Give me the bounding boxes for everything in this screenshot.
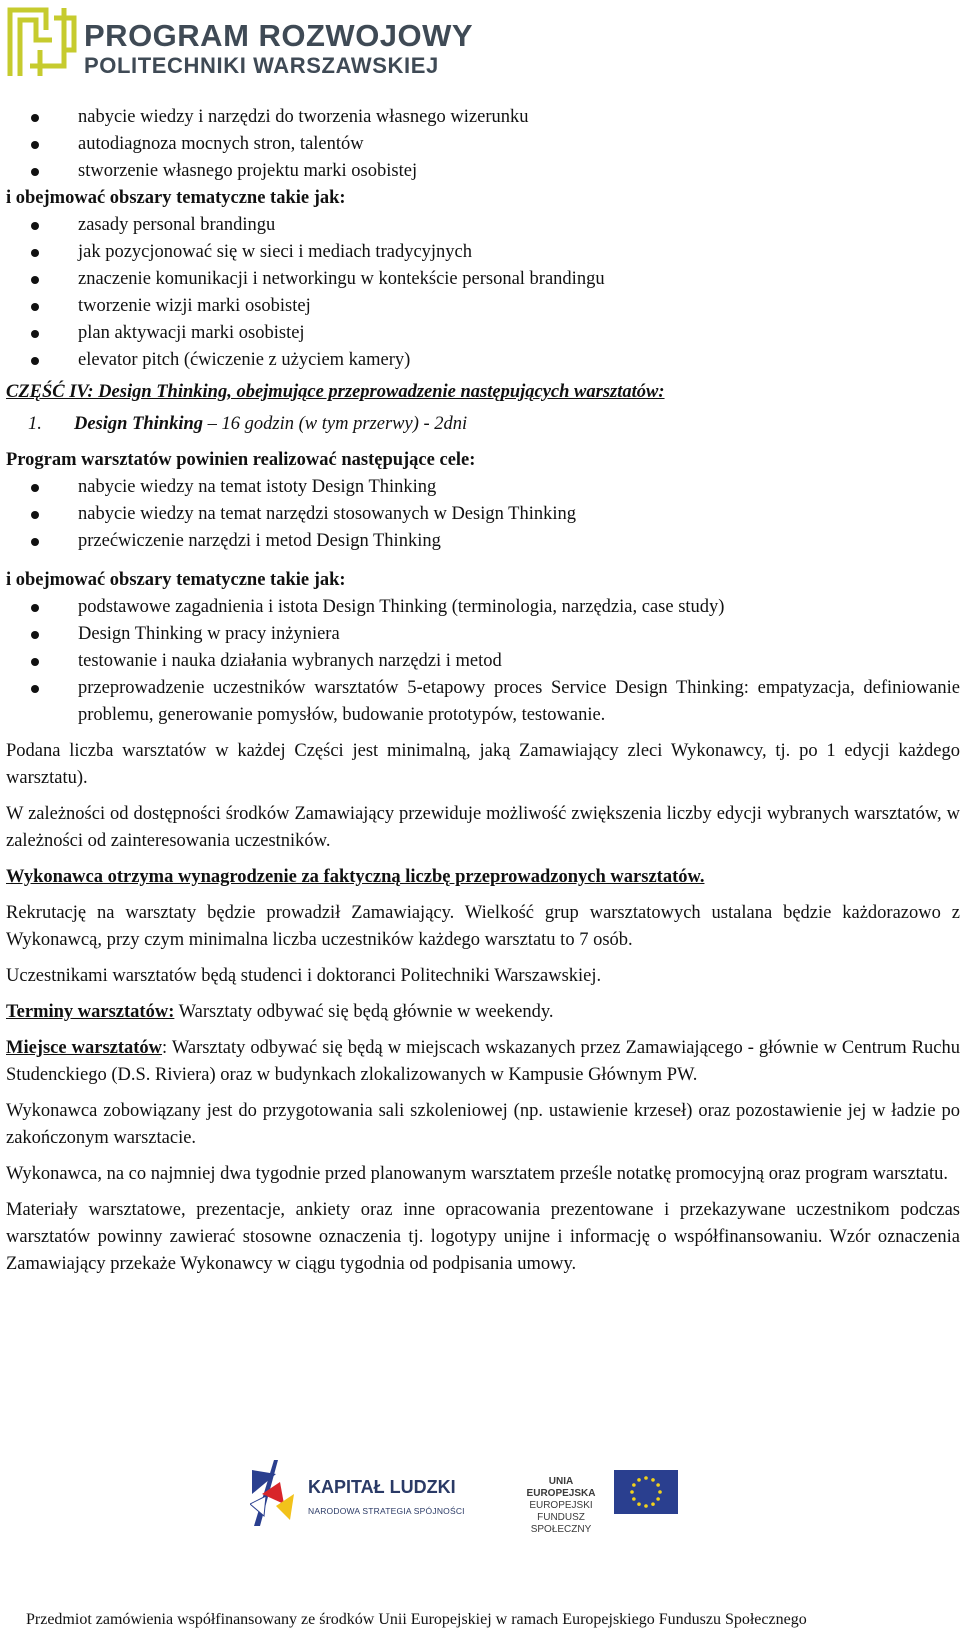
eu-star: [630, 1490, 634, 1494]
program-logo: [6, 4, 474, 84]
document-body: [6, 104, 960, 1278]
eu-star: [656, 1483, 660, 1487]
goals-heading: Program warsztatów powinien realizować następujące cele:: [6, 450, 476, 470]
kapital-ludzki-subtitle: NARODOWA STRATEGIA SPÓJNOŚCI: [308, 1506, 465, 1516]
list-item: nabycie wiedzy na temat narzędzi stosowanych w Design Thinking: [6, 501, 960, 528]
paragraph-min-count: Podana liczba warsztatów w każdej Części jest minimalną, jaką Zamawiający zleci Wykonawcy, tj. po 1 edycji każdego warsztatu).: [6, 741, 960, 788]
eu-text: [514, 1476, 608, 1536]
logo-subtitle: POLITECHNIKI WARSZAWSKIEJ: [84, 53, 439, 78]
eu-flag-icon: [614, 1470, 678, 1514]
eu-line-1: UNIA EUROPEJSKA: [526, 1476, 596, 1499]
paragraph-funding: W zależności od dostępności środków Zamawiający przewiduje możliwość zwiększenia liczby edycji wybranych warsztatów, w zależności od zainteresowania uczestników.: [6, 804, 960, 851]
eu-star: [656, 1497, 660, 1501]
list-item: podstawowe zagadnienia i istota Design Thinking (terminologia, narzędzia, case study): [6, 594, 960, 621]
kapital-ludzki-icon: [250, 1460, 298, 1526]
footer-cofinancing-note: Przedmiot zamówienia współfinansowany ze środków Unii Europejskiej w ramach Europejskiego Funduszu Społecznego: [26, 1611, 807, 1628]
part4-title: CZĘŚĆ IV: Design Thinking, obejmujące przeprowadzenie następujących warsztatów:: [6, 382, 665, 402]
paragraph-dates: [6, 999, 960, 1026]
paragraph-location: [6, 1035, 960, 1089]
list-item: przeprowadzenie uczestników warsztatów 5-etapowy proces Service Design Thinking: empatyzacja, definiowanie problemu, generowanie pomysłów, budowanie prototypów, testowanie.: [6, 675, 960, 729]
paragraph-room: Wykonawca zobowiązany jest do przygotowania sali szkoleniowej (np. ustawienie krzeseł) oraz pozostawienie jej w ładzie po zakończonym warsztacie.: [6, 1101, 960, 1148]
location-label: Miejsce warsztatów: [6, 1038, 163, 1058]
list-item: zasady personal brandingu: [6, 212, 960, 239]
paragraph-materials: Materiały warsztatowe, prezentacje, ankiety oraz inne opracowania prezentowane i przekazywane uczestnikom podczas warsztatów powinny zawierać stosowne oznaczenia tj. logotypy unijne i informację o współfinansowaniu. Wzór oznaczenia Zamawiający przekaże Wykonawcy w ciągu tygodnia od podpisania umowy.: [6, 1200, 960, 1274]
list-item: jak pozycjonować się w sieci i mediach tradycyjnych: [6, 239, 960, 266]
eu-star: [644, 1476, 648, 1480]
paragraph-payment: Wykonawca otrzyma wynagrodzenie za faktyczną liczbę przeprowadzonych warsztatów.: [6, 867, 705, 887]
list-item: Design Thinking w pracy inżyniera: [6, 621, 960, 648]
workshop-entry: [6, 411, 960, 438]
location-text: : Warsztaty odbywać się będą w miejscach wskazanych przez Zamawiającego - głównie w Centrum Ruchu Studenckiego (D.S. Riviera) oraz w budynkach zlokalizowanych w Kampusie Głównym PW.: [6, 1038, 960, 1085]
list-item: znaczenie komunikacji i networkingu w kontekście personal brandingu: [6, 266, 960, 293]
workshop-details: – 16 godzin (w tym przerwy) - 2dni: [207, 414, 468, 434]
footer-logos: [250, 1460, 730, 1540]
eu-star: [658, 1490, 662, 1494]
logo-title: PROGRAM ROZWOJOWY: [84, 18, 474, 53]
workshop-number: 1.: [28, 414, 42, 434]
paragraph-recruitment: Rekrutację na warsztaty będzie prowadził Zamawiający. Wielkość grup warsztatowych ustalana będzie każdorazowo z Wykonawcą, przy czym minimalna liczba uczestników każdego warsztatu to 7 osób.: [6, 903, 960, 950]
eu-star: [637, 1478, 641, 1482]
list-item: nabycie wiedzy i narzędzi do tworzenia własnego wizerunku: [6, 104, 960, 131]
list-item: elevator pitch (ćwiczenie z użyciem kamery): [6, 347, 960, 374]
eu-star: [651, 1478, 655, 1482]
list-goals: [6, 474, 960, 555]
eu-star: [632, 1497, 636, 1501]
areas-heading-1: i obejmować obszary tematyczne takie jak:: [6, 188, 346, 208]
eu-star: [637, 1502, 641, 1506]
list-top: [6, 104, 960, 185]
dates-text: Warsztaty odbywać się będą głównie w weekendy.: [174, 1002, 554, 1022]
list-item: tworzenie wizji marki osobistej: [6, 293, 960, 320]
list-item: autodiagnoza mocnych stron, talentów: [6, 131, 960, 158]
areas-heading-2: i obejmować obszary tematyczne takie jak:: [6, 570, 346, 590]
dates-label: Terminy warsztatów:: [6, 1002, 175, 1022]
paragraph-promo: Wykonawca, na co najmniej dwa tygodnie przed planowanym warsztatem prześle notatkę promocyjną oraz program warsztatu.: [6, 1164, 949, 1184]
eu-star: [644, 1504, 648, 1508]
eu-star: [632, 1483, 636, 1487]
paragraph-participants: Uczestnikami warsztatów będą studenci i doktoranci Politechniki Warszawskiej.: [6, 966, 602, 986]
eu-line-2: EUROPEJSKI: [529, 1500, 593, 1511]
list-item: stworzenie własnego projektu marki osobistej: [6, 158, 960, 185]
workshop-name: Design Thinking: [74, 414, 204, 434]
list-item: przećwiczenie narzędzi i metod Design Thinking: [6, 528, 960, 555]
list-areas-1: [6, 212, 960, 374]
eu-star: [651, 1502, 655, 1506]
eu-line-3: FUNDUSZ SPOŁECZNY: [530, 1512, 592, 1535]
list-areas-2: [6, 594, 960, 729]
list-item: nabycie wiedzy na temat istoty Design Thinking: [6, 474, 960, 501]
list-item: testowanie i nauka działania wybranych narzędzi i metod: [6, 648, 960, 675]
kapital-ludzki-title: KAPITAŁ LUDZKI: [308, 1477, 456, 1497]
pw-program-logo-icon: [6, 4, 78, 80]
list-item: plan aktywacji marki osobistej: [6, 320, 960, 347]
